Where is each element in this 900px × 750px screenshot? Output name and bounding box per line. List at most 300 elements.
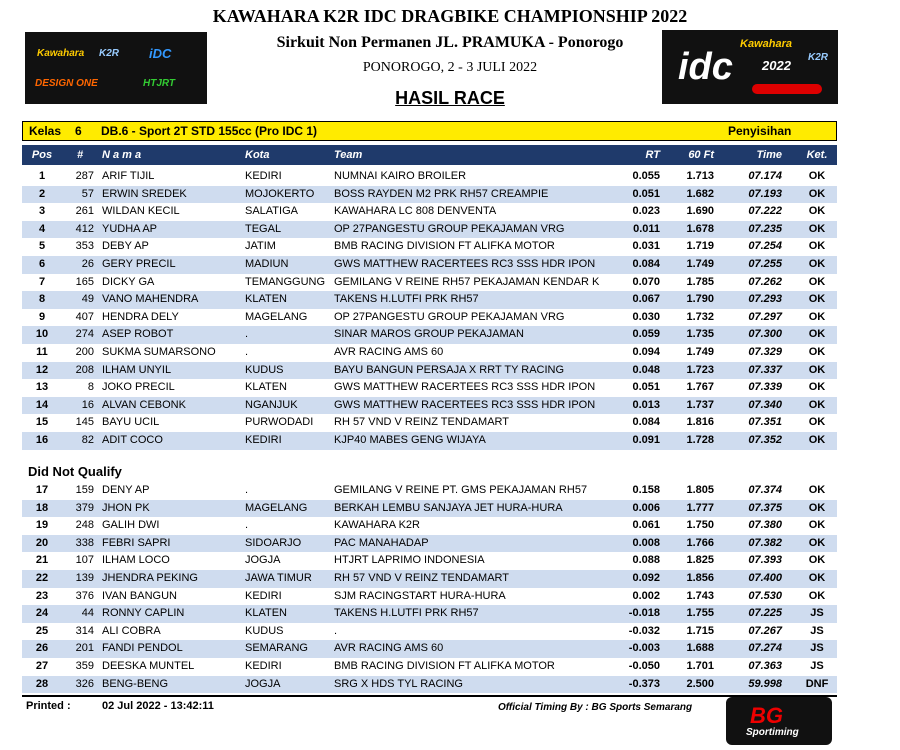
cell-ket: OK bbox=[808, 536, 826, 549]
cell-pos: 24 bbox=[35, 607, 49, 620]
cell-ket: JS bbox=[810, 624, 824, 637]
cell-ket: OK bbox=[808, 293, 826, 306]
cell-name: YUDHA AP bbox=[102, 222, 158, 235]
cell-number: 159 bbox=[75, 484, 94, 496]
cell-city: KLATEN bbox=[245, 381, 287, 394]
cell-ket: OK bbox=[808, 484, 826, 496]
cell-pos: 9 bbox=[38, 310, 46, 323]
table-row bbox=[22, 238, 837, 256]
cell-city: MADIUN bbox=[245, 258, 289, 270]
cell-team: KAWAHARA K2R bbox=[334, 519, 420, 532]
venue-title: Sirkuit Non Permanen JL. PRAMUKA - Ponorogo bbox=[276, 34, 624, 51]
col-60ft: 60 Ft bbox=[688, 149, 714, 161]
cell-number: 376 bbox=[75, 589, 94, 602]
cell-name: FEBRI SAPRI bbox=[102, 536, 171, 549]
col-pos: Pos bbox=[31, 149, 53, 161]
cell-number: 261 bbox=[75, 205, 94, 218]
table-row bbox=[22, 658, 837, 676]
cell-ket: OK bbox=[808, 363, 826, 376]
cell-time: 07.337 bbox=[748, 363, 782, 376]
cell-city: KEDIRI bbox=[245, 434, 282, 446]
cell-number: 57 bbox=[81, 187, 94, 200]
cell-city: KUDUS bbox=[245, 363, 284, 376]
htjrt-logo: HTJRT bbox=[143, 78, 176, 89]
cell-rt: 0.051 bbox=[632, 381, 660, 394]
event-title: KAWAHARA K2R IDC DRAGBIKE CHAMPIONSHIP 2022 bbox=[212, 6, 688, 26]
cell-city: MAGELANG bbox=[245, 501, 308, 514]
printed-timestamp: 02 Jul 2022 - 13:42:11 bbox=[102, 700, 214, 712]
cell-pos: 6 bbox=[38, 258, 46, 270]
cell-name: BAYU UCIL bbox=[102, 416, 160, 429]
cell-60ft: 1.856 bbox=[686, 572, 714, 584]
table-row bbox=[22, 256, 837, 274]
cell-time: 07.297 bbox=[748, 310, 782, 323]
cell-number: 201 bbox=[75, 642, 94, 655]
cell-pos: 22 bbox=[35, 572, 49, 584]
col-ket: Ket. bbox=[806, 149, 828, 161]
cell-number: 379 bbox=[75, 501, 94, 514]
k2r-logo: K2R bbox=[99, 48, 120, 59]
cell-city: KLATEN bbox=[245, 607, 287, 620]
cell-number: 82 bbox=[81, 434, 94, 446]
cell-60ft: 1.735 bbox=[686, 328, 714, 341]
cell-pos: 5 bbox=[38, 240, 46, 253]
cell-name: ASEP ROBOT bbox=[102, 328, 174, 341]
cell-team: GEMILANG V REINE RH57 PEKAJAMAN KENDAR K bbox=[334, 275, 600, 288]
cell-number: 248 bbox=[75, 519, 94, 532]
table-row bbox=[22, 552, 837, 570]
cell-pos: 1 bbox=[38, 170, 46, 182]
cell-city: KLATEN bbox=[245, 293, 287, 306]
bg-logo-text: BG bbox=[750, 703, 783, 728]
cell-ket: JS bbox=[810, 607, 824, 620]
cell-rt: 0.094 bbox=[632, 346, 660, 358]
cell-rt: 0.158 bbox=[632, 484, 660, 496]
cell-time: 07.380 bbox=[748, 519, 782, 532]
cell-rt: 0.088 bbox=[632, 554, 660, 567]
cell-pos: 7 bbox=[38, 275, 46, 288]
col-rt: RT bbox=[645, 149, 660, 161]
cell-pos: 13 bbox=[35, 381, 49, 394]
cell-number: 208 bbox=[75, 363, 94, 376]
cell-rt: -0.373 bbox=[628, 677, 660, 690]
table-row bbox=[22, 414, 837, 432]
cell-60ft: 1.682 bbox=[686, 187, 714, 200]
cell-ket: OK bbox=[808, 240, 826, 253]
cell-pos: 26 bbox=[35, 642, 49, 655]
cell-number: 353 bbox=[75, 240, 94, 253]
table-row bbox=[22, 676, 837, 694]
cell-time: 07.293 bbox=[748, 293, 782, 306]
cell-pos: 14 bbox=[35, 398, 49, 411]
table-row bbox=[22, 535, 837, 553]
cell-pos: 23 bbox=[35, 589, 49, 602]
cell-name: WILDAN KECIL bbox=[102, 205, 180, 218]
red-stripe bbox=[752, 84, 822, 94]
cell-time: 59.998 bbox=[748, 677, 782, 690]
cell-team: GWS MATTHEW RACERTEES RC3 SSS HDR IPON bbox=[334, 398, 596, 411]
table-row bbox=[22, 432, 837, 450]
class-label: Kelas bbox=[29, 124, 62, 138]
kawahara-logo: Kawahara bbox=[37, 48, 85, 59]
table-row bbox=[22, 309, 837, 327]
cell-team: BOSS RAYDEN M2 PRK RH57 CREAMPIE bbox=[334, 187, 549, 200]
cell-rt: 0.084 bbox=[632, 416, 660, 429]
cell-time: 07.255 bbox=[748, 258, 782, 270]
cell-60ft: 1.678 bbox=[686, 222, 714, 235]
cell-60ft: 1.715 bbox=[686, 624, 714, 637]
cell-rt: -0.050 bbox=[628, 660, 660, 672]
cell-rt: 0.051 bbox=[632, 187, 660, 200]
cell-city: TEMANGGUNG bbox=[245, 275, 326, 288]
cell-ket: JS bbox=[810, 642, 824, 655]
cell-60ft: 1.737 bbox=[686, 398, 714, 411]
cell-time: 07.174 bbox=[748, 170, 782, 182]
cell-ket: OK bbox=[808, 258, 826, 270]
idc-kawahara-logo bbox=[662, 30, 838, 104]
cell-time: 07.363 bbox=[748, 660, 782, 672]
table-row bbox=[22, 362, 837, 380]
cell-rt: 0.070 bbox=[632, 275, 660, 288]
cell-number: 26 bbox=[81, 258, 94, 270]
cell-team: OP 27PANGESTU GROUP PEKAJAMAN VRG bbox=[334, 310, 565, 323]
cell-name: ALVAN CEBONK bbox=[102, 398, 186, 411]
cell-60ft: 1.805 bbox=[686, 484, 714, 496]
cell-name: ADIT COCO bbox=[102, 434, 163, 446]
cell-number: 165 bbox=[75, 275, 94, 288]
table-row bbox=[22, 605, 837, 623]
cell-team: SJM RACINGSTART HURA-HURA bbox=[334, 589, 506, 602]
cell-number: 8 bbox=[87, 381, 94, 394]
cell-time: 07.400 bbox=[748, 572, 782, 584]
kawahara-brand: Kawahara bbox=[740, 38, 792, 50]
cell-pos: 16 bbox=[35, 434, 49, 446]
cell-number: 145 bbox=[75, 416, 94, 429]
cell-ket: OK bbox=[808, 572, 826, 584]
cell-pos: 11 bbox=[36, 346, 48, 358]
cell-city: JOGJA bbox=[245, 677, 281, 690]
cell-number: 49 bbox=[81, 293, 94, 306]
cell-time: 07.235 bbox=[748, 222, 782, 235]
cell-team: RH 57 VND V REINZ TENDAMART bbox=[334, 572, 510, 584]
printed-label: Printed : bbox=[26, 700, 71, 712]
col-kota: Kota bbox=[245, 149, 270, 161]
cell-pos: 2 bbox=[38, 187, 46, 200]
cell-pos: 8 bbox=[38, 293, 46, 306]
cell-time: 07.222 bbox=[748, 205, 782, 218]
cell-name: DEBY AP bbox=[102, 240, 149, 253]
cell-time: 07.530 bbox=[748, 589, 782, 602]
cell-ket: OK bbox=[808, 328, 826, 341]
cell-name: GALIH DWI bbox=[102, 519, 160, 532]
cell-name: BENG-BENG bbox=[102, 677, 169, 690]
cell-name: ALI COBRA bbox=[102, 624, 161, 637]
table-row bbox=[22, 397, 837, 415]
cell-pos: 4 bbox=[38, 222, 46, 235]
col-no: # bbox=[76, 149, 84, 161]
cell-city: KEDIRI bbox=[245, 589, 282, 602]
event-date: PONOROGO, 2 - 3 JULI 2022 bbox=[362, 60, 538, 75]
cell-time: 07.375 bbox=[748, 501, 782, 514]
cell-ket: OK bbox=[808, 205, 826, 218]
class-bar bbox=[22, 121, 837, 141]
cell-time: 07.351 bbox=[748, 416, 782, 429]
cell-team: GWS MATTHEW RACERTEES RC3 SSS HDR IPON bbox=[334, 381, 596, 394]
cell-ket: OK bbox=[808, 554, 826, 567]
cell-team: AVR RACING AMS 60 bbox=[334, 642, 444, 655]
class-stage: Penyisihan bbox=[728, 124, 792, 138]
cell-team: BMB RACING DIVISION FT ALIFKA MOTOR bbox=[334, 660, 555, 672]
cell-team: SINAR MAROS GROUP PEKAJAMAN bbox=[334, 328, 524, 341]
cell-pos: 27 bbox=[35, 660, 49, 672]
cell-ket: OK bbox=[808, 398, 826, 411]
cell-pos: 21 bbox=[35, 554, 49, 567]
cell-ket: OK bbox=[808, 275, 826, 288]
table-row bbox=[22, 482, 837, 500]
cell-time: 07.254 bbox=[748, 240, 782, 253]
sponsor-logos-left bbox=[25, 32, 207, 104]
cell-60ft: 1.749 bbox=[686, 346, 714, 358]
cell-name: JHENDRA PEKING bbox=[102, 572, 198, 584]
cell-ket: DNF bbox=[805, 677, 829, 690]
cell-team: KAWAHARA LC 808 DENVENTA bbox=[334, 205, 497, 218]
cell-60ft: 2.500 bbox=[686, 677, 714, 690]
table-row bbox=[22, 168, 837, 186]
table-row bbox=[22, 517, 837, 535]
cell-number: 44 bbox=[81, 607, 94, 620]
cell-ket: OK bbox=[808, 434, 826, 446]
idc-mark: idc bbox=[678, 46, 733, 88]
table-row bbox=[22, 274, 837, 292]
cell-time: 07.352 bbox=[748, 434, 782, 446]
class-number: 6 bbox=[75, 124, 82, 138]
table-row bbox=[22, 203, 837, 221]
table-row bbox=[22, 588, 837, 606]
cell-time: 07.339 bbox=[748, 381, 782, 394]
cell-number: 326 bbox=[75, 677, 94, 690]
cell-rt: 0.055 bbox=[632, 170, 660, 182]
cell-team: HTJRT LAPRIMO INDONESIA bbox=[334, 554, 485, 567]
cell-number: 200 bbox=[75, 346, 94, 358]
cell-city: SEMARANG bbox=[245, 642, 308, 655]
cell-60ft: 1.701 bbox=[686, 660, 714, 672]
cell-pos: 10 bbox=[35, 328, 49, 341]
cell-60ft: 1.749 bbox=[686, 258, 714, 270]
cell-name: ERWIN SREDEK bbox=[102, 187, 187, 200]
cell-60ft: 1.690 bbox=[686, 205, 714, 218]
cell-60ft: 1.723 bbox=[686, 363, 714, 376]
cell-team: PAC MANAHADAP bbox=[334, 536, 429, 549]
cell-ket: OK bbox=[808, 416, 826, 429]
cell-60ft: 1.755 bbox=[686, 607, 714, 620]
cell-rt: -0.003 bbox=[628, 642, 660, 655]
cell-time: 07.382 bbox=[748, 536, 782, 549]
cell-rt: 0.006 bbox=[632, 501, 660, 514]
cell-rt: 0.030 bbox=[632, 310, 660, 323]
table-row bbox=[22, 570, 837, 588]
cell-name: ARIF TIJIL bbox=[102, 170, 155, 182]
cell-number: 16 bbox=[81, 398, 94, 411]
cell-pos: 20 bbox=[35, 536, 49, 549]
cell-city: KEDIRI bbox=[245, 170, 282, 182]
cell-team: BMB RACING DIVISION FT ALIFKA MOTOR bbox=[334, 240, 555, 253]
cell-ket: OK bbox=[808, 381, 826, 394]
cell-rt: 0.084 bbox=[632, 258, 660, 270]
cell-rt: -0.032 bbox=[628, 624, 660, 637]
cell-team: NUMNAI KAIRO BROILER bbox=[334, 170, 467, 182]
cell-number: 412 bbox=[75, 222, 94, 235]
bg-sportiming-logo bbox=[726, 697, 832, 745]
cell-name: JHON PK bbox=[102, 501, 150, 514]
cell-ket: OK bbox=[808, 501, 826, 514]
cell-pos: 25 bbox=[35, 624, 49, 637]
cell-time: 07.300 bbox=[748, 328, 782, 341]
table-row bbox=[22, 186, 837, 204]
cell-time: 07.267 bbox=[748, 624, 782, 637]
cell-time: 07.274 bbox=[748, 642, 782, 655]
cell-60ft: 1.750 bbox=[686, 519, 714, 532]
cell-pos: 28 bbox=[35, 677, 49, 690]
table-row bbox=[22, 640, 837, 658]
cell-number: 287 bbox=[75, 170, 94, 182]
cell-60ft: 1.719 bbox=[686, 240, 714, 253]
cell-time: 07.393 bbox=[748, 554, 782, 567]
cell-team: . bbox=[334, 624, 338, 637]
cell-ket: OK bbox=[808, 519, 826, 532]
cell-60ft: 1.825 bbox=[686, 554, 714, 567]
cell-name: ILHAM UNYIL bbox=[102, 363, 172, 376]
cell-ket: OK bbox=[808, 589, 826, 602]
cell-team: KJP40 MABES GENG WIJAYA bbox=[334, 434, 486, 446]
cell-city: PURWODADI bbox=[245, 416, 314, 429]
cell-pos: 17 bbox=[35, 484, 49, 496]
cell-city: JOGJA bbox=[245, 554, 281, 567]
cell-name: DENY AP bbox=[102, 484, 150, 496]
cell-team: BAYU BANGUN PERSAJA X RRT TY RACING bbox=[334, 363, 565, 376]
k2r-mark: K2R bbox=[808, 52, 829, 63]
design-one-logo: DESIGN ONE bbox=[35, 78, 98, 89]
cell-city: NGANJUK bbox=[245, 398, 298, 411]
table-row bbox=[22, 379, 837, 397]
cell-city: . bbox=[245, 484, 249, 496]
cell-city: . bbox=[245, 328, 249, 341]
cell-rt: 0.061 bbox=[632, 519, 660, 532]
cell-name: ILHAM LOCO bbox=[102, 554, 170, 567]
cell-name: HENDRA DELY bbox=[102, 310, 179, 323]
col-name: N a m a bbox=[102, 149, 142, 161]
cell-rt: 0.091 bbox=[632, 434, 660, 446]
cell-ket: OK bbox=[808, 222, 826, 235]
cell-number: 107 bbox=[75, 554, 94, 567]
cell-60ft: 1.777 bbox=[686, 501, 714, 514]
cell-team: BERKAH LEMBU SANJAYA JET HURA-HURA bbox=[334, 501, 563, 514]
cell-number: 338 bbox=[75, 536, 94, 549]
col-team: Team bbox=[334, 149, 363, 161]
cell-name: JOKO PRECIL bbox=[102, 381, 175, 394]
cell-team: RH 57 VND V REINZ TENDAMART bbox=[334, 416, 510, 429]
cell-team: TAKENS H.LUTFI PRK RH57 bbox=[334, 607, 479, 620]
cell-rt: 0.002 bbox=[632, 589, 660, 602]
cell-rt: 0.008 bbox=[632, 536, 660, 549]
cell-city: . bbox=[245, 519, 249, 532]
page-heading: HASIL RACE bbox=[395, 88, 505, 108]
cell-pos: 19 bbox=[35, 519, 49, 532]
cell-time: 07.193 bbox=[748, 187, 782, 200]
cell-name: FANDI PENDOL bbox=[102, 642, 183, 655]
cell-ket: OK bbox=[808, 310, 826, 323]
footer-rule bbox=[22, 695, 837, 697]
cell-team: GWS MATTHEW RACERTEES RC3 SSS HDR IPON bbox=[334, 258, 596, 270]
cell-city: JATIM bbox=[245, 240, 276, 253]
cell-city: . bbox=[245, 346, 249, 358]
cell-name: VANO MAHENDRA bbox=[102, 293, 199, 306]
year-mark: 2022 bbox=[762, 58, 791, 73]
cell-rt: 0.011 bbox=[633, 222, 660, 235]
cell-name: IVAN BANGUN bbox=[102, 589, 177, 602]
cell-number: 139 bbox=[75, 572, 94, 584]
cell-60ft: 1.688 bbox=[686, 642, 714, 655]
table-row bbox=[22, 500, 837, 518]
cell-name: GERY PRECIL bbox=[102, 258, 176, 270]
cell-rt: 0.023 bbox=[632, 205, 660, 218]
cell-rt: 0.059 bbox=[632, 328, 660, 341]
cell-60ft: 1.743 bbox=[686, 589, 714, 602]
table-row bbox=[22, 344, 837, 362]
cell-pos: 3 bbox=[38, 205, 46, 218]
cell-60ft: 1.790 bbox=[686, 293, 714, 306]
bg-logo-sub: Sportiming bbox=[746, 727, 799, 738]
cell-pos: 15 bbox=[35, 416, 49, 429]
cell-city: KEDIRI bbox=[245, 660, 282, 672]
cell-rt: 0.031 bbox=[632, 240, 660, 253]
cell-ket: OK bbox=[808, 170, 826, 182]
cell-name: RONNY CAPLIN bbox=[102, 607, 185, 620]
cell-number: 407 bbox=[75, 310, 94, 323]
cell-60ft: 1.816 bbox=[686, 416, 714, 429]
cell-name: DEESKA MUNTEL bbox=[102, 660, 195, 672]
cell-ket: OK bbox=[808, 346, 826, 358]
table-header bbox=[22, 145, 837, 165]
cell-rt: 0.048 bbox=[632, 363, 660, 376]
cell-city: KUDUS bbox=[245, 624, 284, 637]
cell-pos: 18 bbox=[35, 501, 49, 514]
table-row bbox=[22, 326, 837, 344]
cell-team: OP 27PANGESTU GROUP PEKAJAMAN VRG bbox=[334, 222, 565, 235]
cell-number: 314 bbox=[75, 624, 94, 637]
cell-rt: 0.067 bbox=[632, 293, 660, 306]
cell-city: SALATIGA bbox=[245, 205, 298, 218]
cell-60ft: 1.728 bbox=[686, 434, 714, 446]
class-name: DB.6 - Sport 2T STD 155cc (Pro IDC 1) bbox=[101, 124, 318, 138]
cell-city: MOJOKERTO bbox=[245, 187, 315, 200]
table-row bbox=[22, 221, 837, 239]
idc-logo: iDC bbox=[149, 46, 172, 61]
cell-city: TEGAL bbox=[245, 222, 282, 235]
cell-rt: -0.018 bbox=[628, 607, 660, 620]
cell-60ft: 1.785 bbox=[686, 275, 714, 288]
cell-rt: 0.013 bbox=[632, 398, 660, 411]
cell-team: AVR RACING AMS 60 bbox=[334, 346, 444, 358]
cell-60ft: 1.766 bbox=[686, 536, 714, 549]
cell-city: JAWA TIMUR bbox=[245, 572, 312, 584]
cell-time: 07.340 bbox=[748, 398, 782, 411]
col-time: Time bbox=[756, 149, 782, 161]
cell-team: TAKENS H.LUTFI PRK RH57 bbox=[334, 293, 479, 306]
cell-number: 359 bbox=[75, 660, 94, 672]
cell-time: 07.225 bbox=[748, 607, 782, 620]
cell-60ft: 1.713 bbox=[686, 170, 714, 182]
official-timing: Official Timing By : BG Sports Semarang bbox=[498, 702, 693, 713]
